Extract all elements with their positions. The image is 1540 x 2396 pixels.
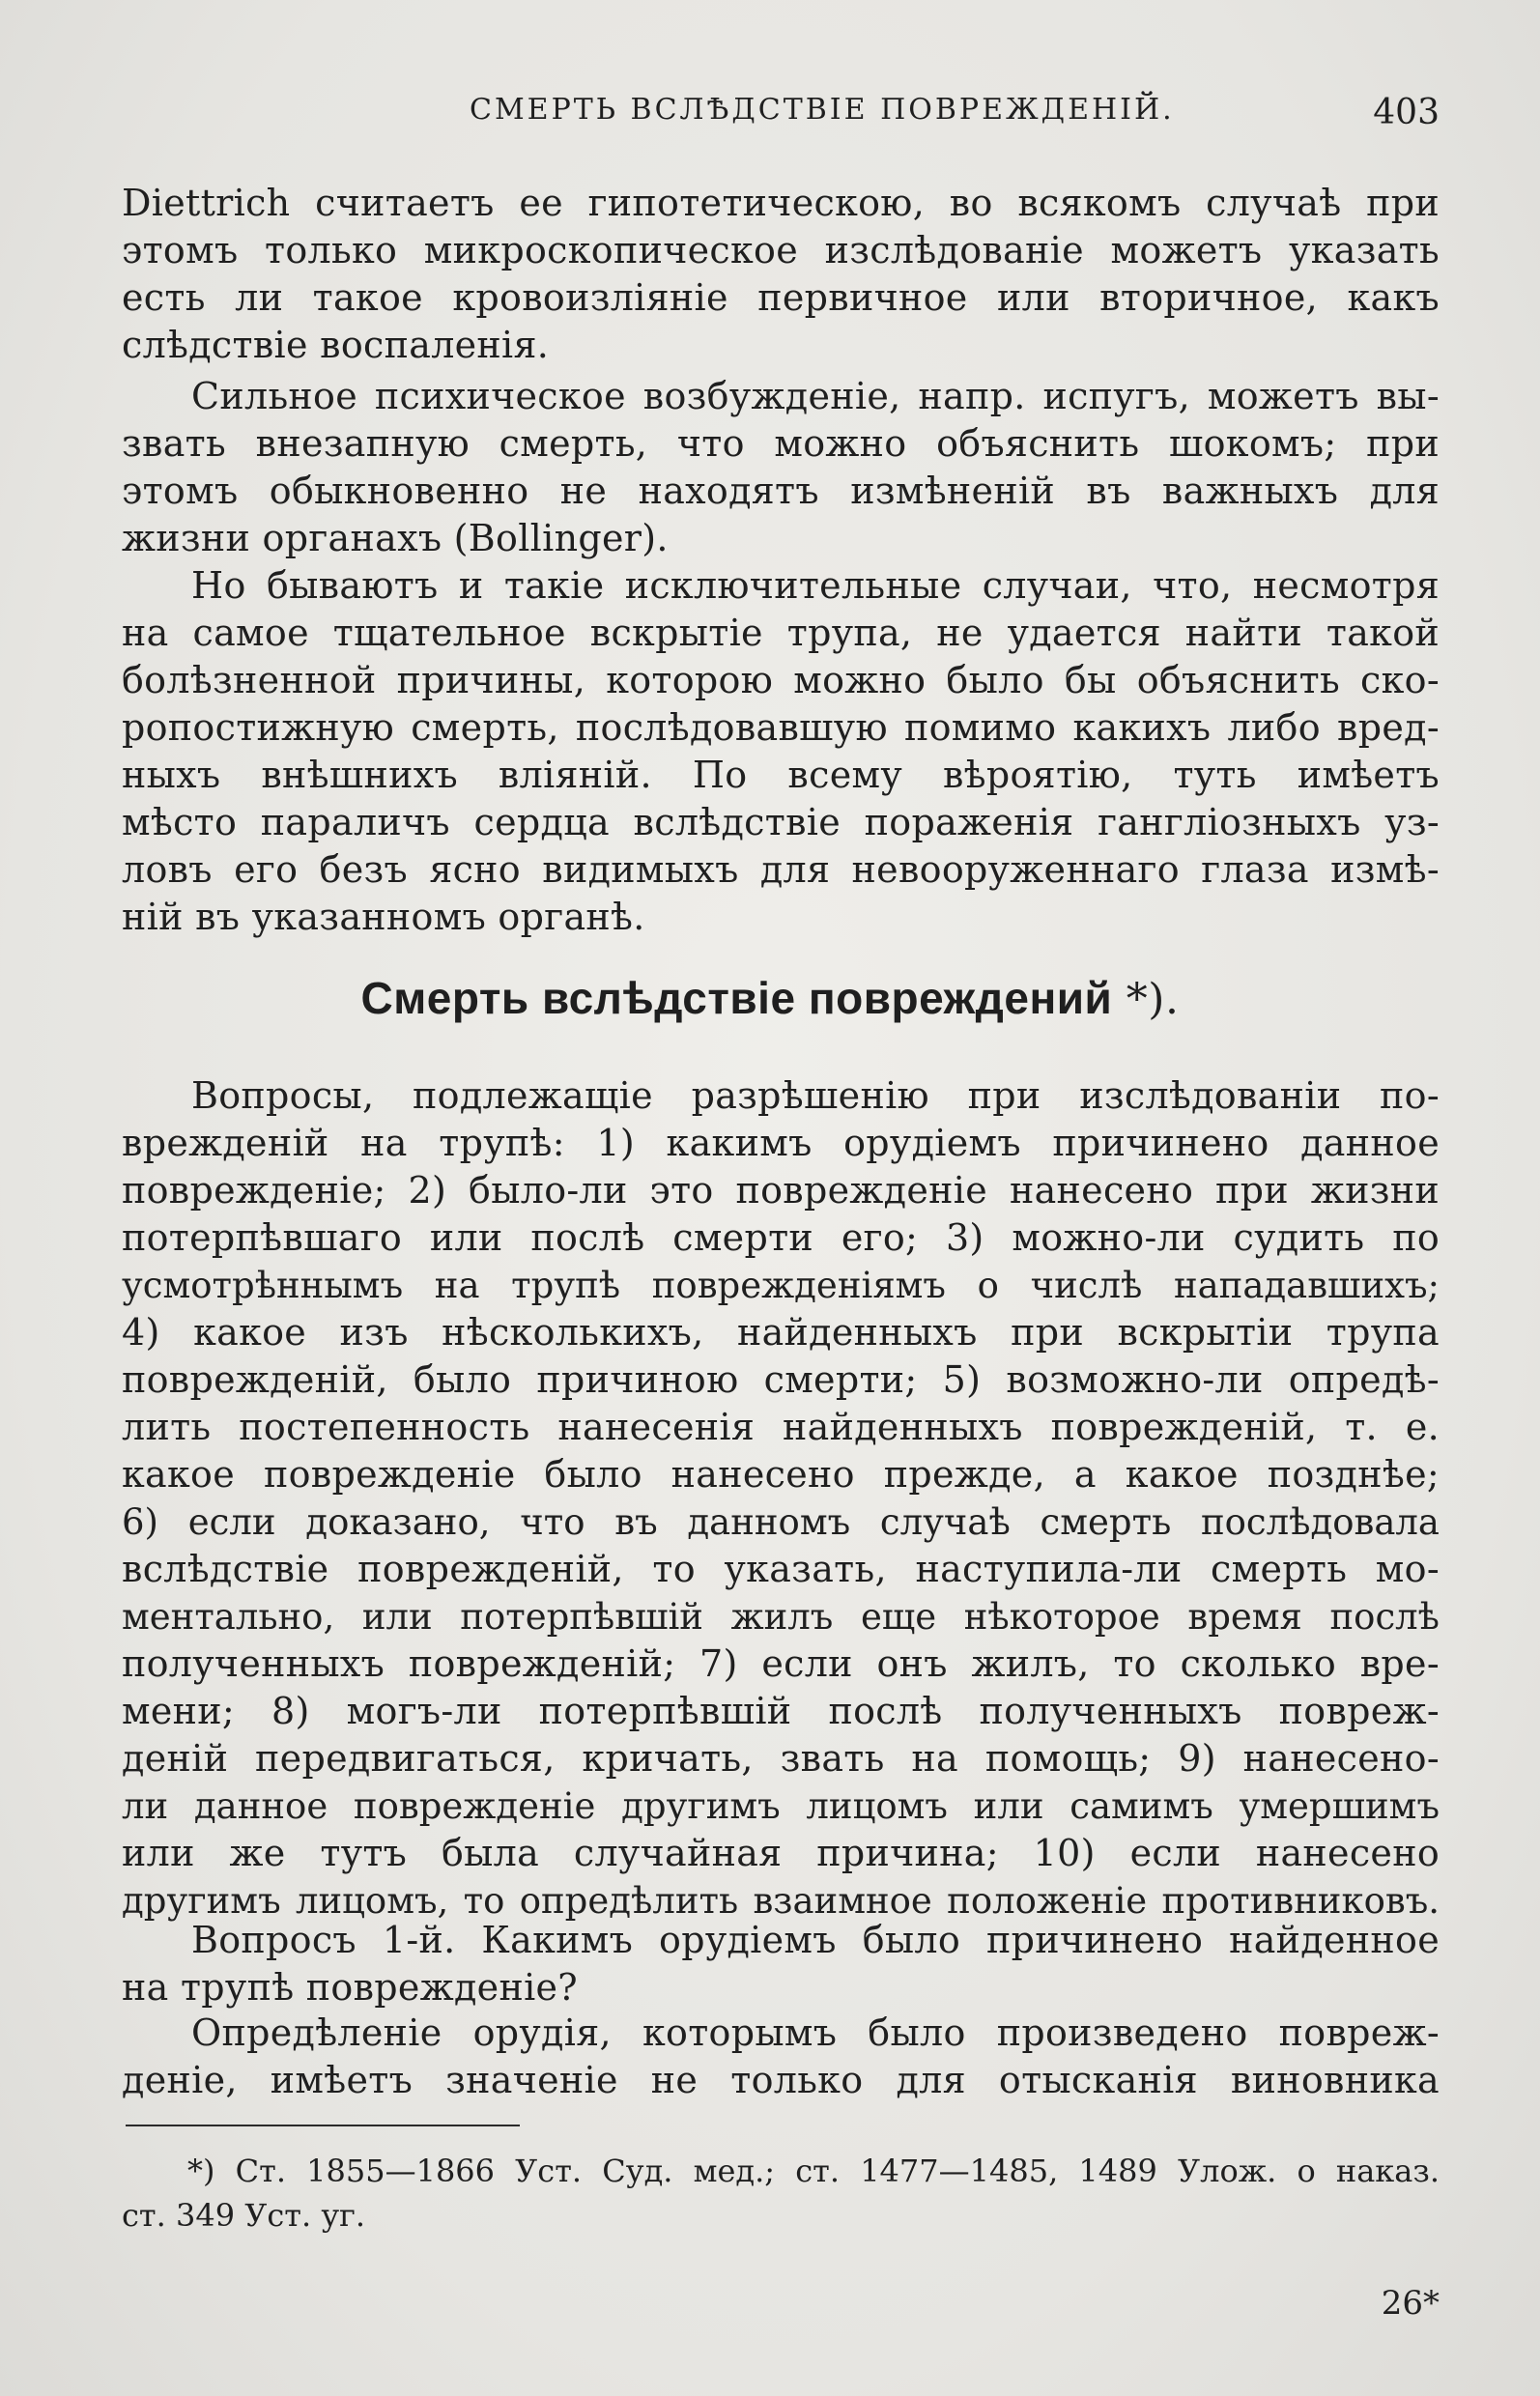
text-line: какое поврежденіе было нанесено прежде, а какое позднѣе; xyxy=(122,1453,1440,1496)
text-line: есть ли такое кровоизліяніе первичное или вторичное, какъ xyxy=(122,276,1440,319)
text-line: поврежденіе; 2) было-ли это поврежденіе нанесено при жизни xyxy=(122,1169,1440,1212)
text-line: врежденій на трупѣ: 1) какимъ орудіемъ причинено данное xyxy=(122,1122,1440,1164)
text-line: ментально, или потерпѣвшій жилъ еще нѣкоторое время послѣ xyxy=(122,1596,1440,1638)
text-line: Сильное психическое возбужденіе, напр. испугъ, можетъ вы- xyxy=(191,375,1440,417)
footnote xyxy=(122,2149,1440,2238)
text-line: звать внезапную смерть, что можно объяснить шокомъ; при xyxy=(122,422,1440,465)
text-line: Diettrich считаетъ ее гипотетическою, во всякомъ случаѣ при xyxy=(122,182,1440,224)
text-line: или же тутъ была случайная причина; 10) если нанесено xyxy=(122,1832,1440,1874)
section-heading xyxy=(0,972,1540,1024)
running-head: СМЕРТЬ ВСЛѢДСТВІЕ ПОВРЕЖДЕНІЙ. xyxy=(470,93,1175,127)
text-line: ныхъ внѣшнихъ вліяній. По всему вѣроятію, туть имѣетъ xyxy=(122,754,1440,796)
paragraph-questions xyxy=(122,1072,1440,1925)
section-heading-footnote-mark: *). xyxy=(1112,975,1180,1024)
text-line: жизни органахъ (Bollinger). xyxy=(122,517,669,559)
text-line: вслѣдствіе поврежденій, то указать, наступила-ли смерть мо- xyxy=(122,1548,1440,1590)
text-line: на трупѣ поврежденіе? xyxy=(122,1966,578,2009)
text-line: полученныхъ поврежденій; 7) если онъ жилъ, то сколько вре- xyxy=(122,1642,1440,1685)
text-line: Вопросъ 1-й. Какимъ орудіемъ было причинено найденное xyxy=(191,1919,1440,1961)
text-line: слѣдствіе воспаленія. xyxy=(122,324,550,366)
footnote-line: ст. 349 Уст. уг. xyxy=(122,2197,366,2234)
text-line: другимъ лицомъ, то опредѣлить взаимное положеніе противниковъ. xyxy=(122,1880,1440,1922)
printer-signature: 26* xyxy=(1381,2284,1440,2323)
text-line: ній въ указанномъ органѣ. xyxy=(122,896,645,938)
text-line: 6) если доказано, что въ данномъ случаѣ смерть послѣдовала xyxy=(122,1501,1440,1543)
text-line: поврежденій, было причиною смерти; 5) возможно-ли опредѣ- xyxy=(122,1358,1440,1401)
text-line: Вопросы, подлежащіе разрѣшенію при изслѣдованіи по- xyxy=(191,1074,1440,1117)
text-line: Но бываютъ и такіе исключительные случаи, что, несмотря xyxy=(191,564,1440,607)
text-line: на самое тщательное вскрытіе трупа, не удается найти такой xyxy=(122,612,1440,654)
text-line: деній передвигаться, кричать, звать на помощь; 9) нанесено- xyxy=(122,1737,1440,1780)
section-heading-text: Смерть вслѣдствіе повреждений xyxy=(360,973,1113,1023)
page-header xyxy=(122,93,1440,141)
text-line: ли данное поврежденіе другимъ лицомъ или самимъ умершимъ xyxy=(122,1785,1440,1827)
text-line: мѣсто параличъ сердца вслѣдствіе пораженія ганглiозныхъ уз- xyxy=(122,801,1440,843)
paragraph-exceptional-cases xyxy=(122,562,1440,941)
page-number: 403 xyxy=(1373,93,1440,132)
text-line: этомъ только микроскопическое изслѣдованіе можетъ указать xyxy=(122,229,1440,271)
text-line: Опредѣленіе орудія, которымъ было произведено повреж- xyxy=(191,2011,1440,2054)
text-line: болѣзненной причины, которою можно было бы объяснить ско- xyxy=(122,659,1440,701)
text-line: потерпѣвшаго или послѣ смерти его; 3) можно-ли судить по xyxy=(122,1216,1440,1259)
text-line: этомъ обыкновенно не находятъ измѣненій въ важныхъ для xyxy=(122,470,1440,512)
text-line: 4) какое изъ нѣсколькихъ, найденныхъ при вскрытіи трупа xyxy=(122,1311,1440,1354)
paragraph-question-one xyxy=(122,1917,1440,2011)
footnote-divider xyxy=(126,2125,520,2126)
text-line: ропостижную смерть, послѣдовавшую помимо какихъ либо вред- xyxy=(122,706,1440,749)
text-line: мени; 8) могъ-ли потерпѣвшій послѣ полученныхъ повреж- xyxy=(122,1690,1440,1732)
footnote-line: *) Ст. 1855—1866 Уст. Суд. мед.; ст. 1477—1485, 1489 Улож. о наказ. xyxy=(187,2153,1440,2189)
paragraph-psychic-excitement xyxy=(122,373,1440,562)
paragraph-weapon-determination xyxy=(122,2010,1440,2104)
text-line: лить постепенность нанесенія найденныхъ поврежденій, т. е. xyxy=(122,1406,1440,1448)
text-line: усмотрѣннымъ на трупѣ поврежденіямъ о числѣ нападавшихъ; xyxy=(122,1265,1440,1306)
text-line: ловъ его безъ ясно видимыхъ для невооруженнаго глаза измѣ- xyxy=(122,848,1440,891)
paragraph-diettrich xyxy=(122,180,1440,369)
text-line: деніе, имѣетъ значеніе не только для отысканія виновника xyxy=(122,2059,1440,2101)
